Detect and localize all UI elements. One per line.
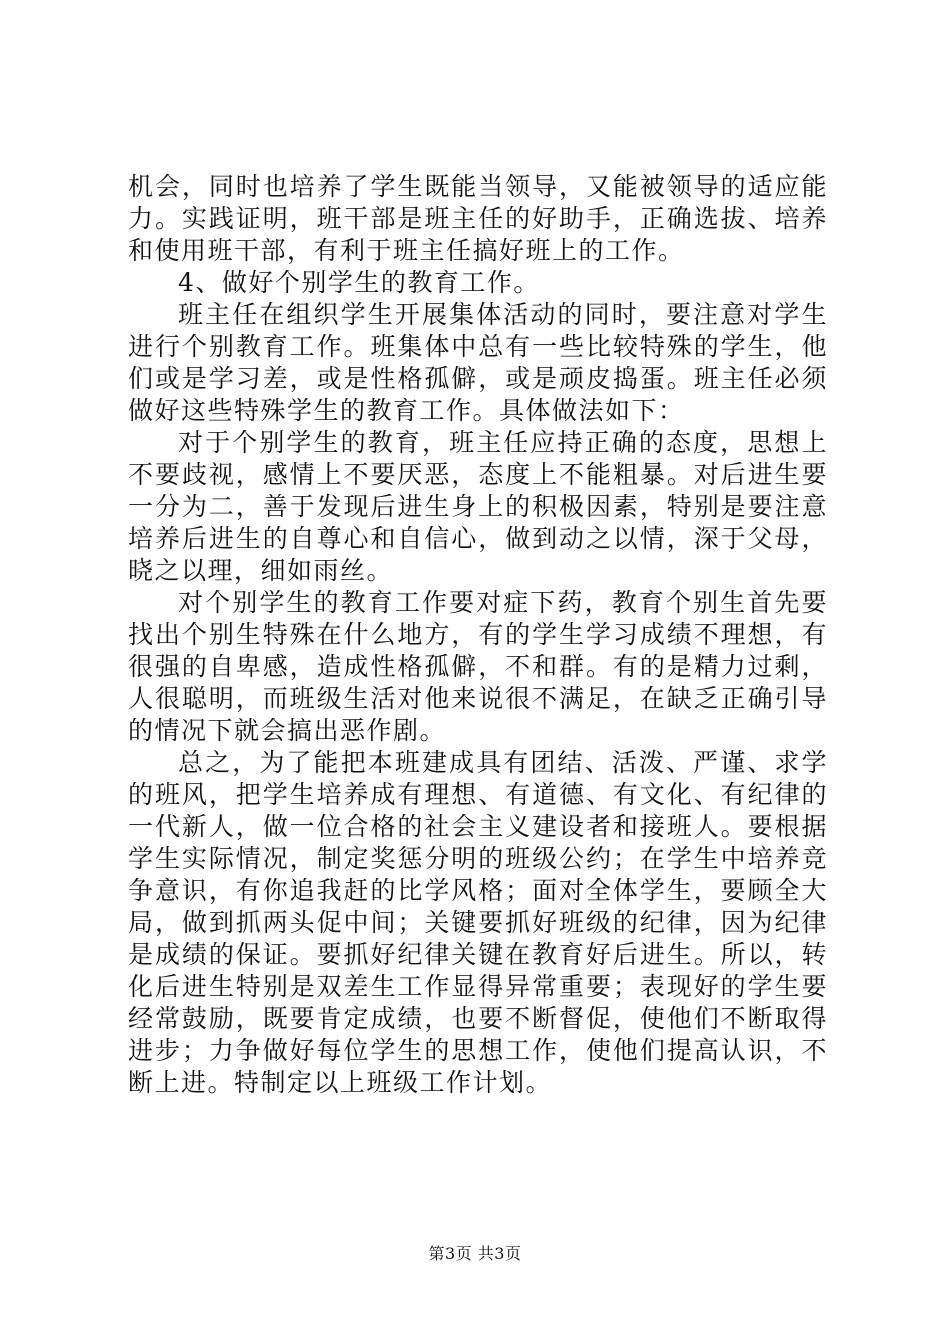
- paragraph-conclusion: 总之，为了能把本班建成具有团结、活泼、严谨、求学的班风，把学生培养成有理想、有道德、有文化、有纪律的一代新人，做一位合格的社会主义建设者和接班人。要根据学生实际情况，制定奖惩分明的班级公约；在学生中培养竞争意识，有你追我赶的比学风格；面对全体学生，要顾全大局，做到抓两头促中间；关键要抓好班级的纪律，因为纪律是成绩的保证。要抓好纪律关键在教育好后进生。所以，转化后进生特别是双差生工作显得异常重要；表现好的学生要经常鼓励，既要肯定成绩，也要不断督促，使他们不断取得进步；力争做好每位学生的思想工作，使他们提高认识，不断上进。特制定以上班级工作计划。: [128, 748, 828, 1097]
- body-text: [128, 171, 828, 1099]
- page-footer: 第3页 共3页: [428, 1244, 522, 1263]
- paragraph: 对于个别学生的教育，班主任应持正确的态度，思想上不要歧视，感情上不要厌恶，态度上不能粗暴。对后进生要一分为二，善于发现后进生身上的积极因素，特别是要注意培养后进生的自尊心和自信心，做到动之以情，深于父母，晓之以理，细如雨丝。: [128, 428, 828, 585]
- paragraph: 班主任在组织学生开展集体活动的同时，要注意对学生进行个别教育工作。班集体中总有一些比较特殊的学生，他们或是学习差，或是性格孤僻，或是顽皮捣蛋。班主任必须做好这些特殊学生的教育工作。具体做法如下：: [128, 300, 828, 425]
- section-heading-4: 4、做好个别学生的教育工作。: [178, 268, 540, 297]
- paragraph: 对个别学生的教育工作要对症下药，教育个别生首先要找出个别生特殊在什么地方，有的学生学习成绩不理想，有很强的自卑感，造成性格孤僻，不和群。有的是精力过剩，人很聪明，而班级生活对他来说很不满足，在缺乏正确引导的情况下就会搞出恶作剧。: [128, 588, 828, 745]
- paragraph-continuation: 机会，同时也培养了学生既能当领导，又能被领导的适应能力。实践证明，班干部是班主任的好助手，正确选拔、培养和使用班干部，有利于班主任搞好班上的工作。: [128, 172, 828, 265]
